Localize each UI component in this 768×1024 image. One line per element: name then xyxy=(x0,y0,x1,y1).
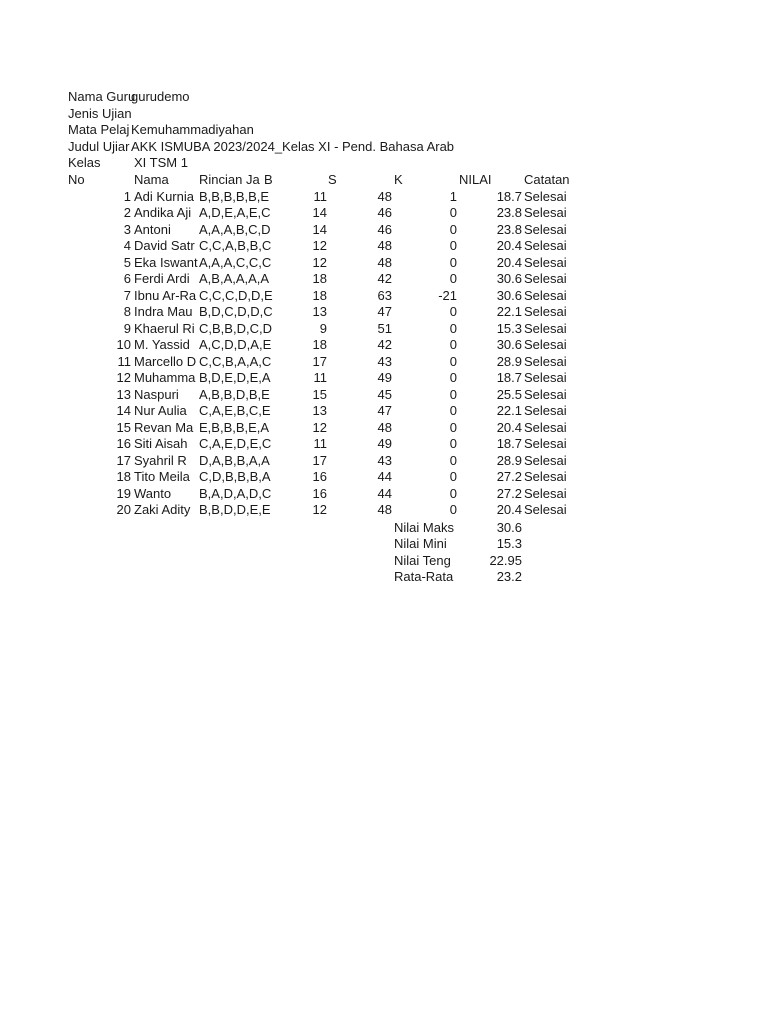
table-row xyxy=(0,189,768,206)
cell-nama: Siti Aisah xyxy=(134,436,188,451)
cell-x: -21 xyxy=(438,287,457,303)
cell-s: 18 xyxy=(312,287,327,303)
cell-catatan: Selesai xyxy=(524,304,567,319)
table-row xyxy=(0,469,768,486)
cell-s: 11 xyxy=(313,436,327,451)
cell-nilai: 30.6 xyxy=(496,271,522,286)
cell-rincian-jawaban: B,B,D,D,E,E xyxy=(199,502,271,517)
cell-nilai: 20.4 xyxy=(496,254,522,270)
cell-catatan: Selesai xyxy=(524,254,567,270)
table-header-row xyxy=(0,172,768,189)
summary-label: Nilai Maks xyxy=(394,519,454,535)
cell-k: 48 xyxy=(377,254,392,270)
kelas-label: Kelas xyxy=(68,155,101,170)
table-row xyxy=(0,420,768,437)
cell-no: 14 xyxy=(116,403,131,418)
cell-catatan: Selesai xyxy=(524,370,567,385)
summary-label: Rata-Rata xyxy=(394,569,454,584)
cell-k: 43 xyxy=(377,353,392,369)
cell-no: 16 xyxy=(116,436,131,451)
cell-no: 17 xyxy=(116,452,131,468)
cell-s: 14 xyxy=(312,205,327,220)
cell-s: 12 xyxy=(312,254,327,270)
cell-k: 45 xyxy=(377,386,392,402)
cell-no: 1 xyxy=(123,188,131,204)
cell-no: 20 xyxy=(116,502,131,517)
header-no: No xyxy=(68,172,85,187)
cell-s: 16 xyxy=(312,485,327,501)
cell-s: 12 xyxy=(312,502,327,517)
cell-catatan: Selesai xyxy=(524,419,567,435)
cell-k: 48 xyxy=(377,502,392,517)
cell-catatan: Selesai xyxy=(524,238,567,253)
summary-row xyxy=(0,569,768,586)
summary-label: Nilai Teng xyxy=(394,552,451,568)
cell-k: 44 xyxy=(377,469,392,484)
cell-catatan: Selesai xyxy=(524,271,567,286)
cell-x: 0 xyxy=(449,304,457,319)
cell-s: 18 xyxy=(312,271,327,286)
cell-nilai: 20.4 xyxy=(496,502,522,517)
cell-x: 0 xyxy=(449,386,457,402)
summary-value: 30.6 xyxy=(496,519,522,535)
cell-no: 3 xyxy=(123,221,131,237)
cell-nilai: 27.2 xyxy=(496,485,522,501)
table-row xyxy=(0,370,768,387)
cell-x: 0 xyxy=(449,452,457,468)
cell-x: 0 xyxy=(449,485,457,501)
cell-x: 0 xyxy=(449,238,457,253)
cell-x: 0 xyxy=(449,370,457,385)
cell-nilai: 22.1 xyxy=(496,304,522,319)
jenis-ujian-label: Jenis Ujian xyxy=(68,106,132,121)
cell-no: 2 xyxy=(123,205,131,220)
cell-x: 0 xyxy=(449,436,457,451)
cell-nilai: 18.7 xyxy=(496,370,522,385)
cell-nilai: 15.3 xyxy=(496,320,522,336)
summary-row xyxy=(0,520,768,537)
cell-catatan: Selesai xyxy=(524,452,567,468)
header-rincian: Rincian Ja xyxy=(199,172,260,187)
cell-nilai: 22.1 xyxy=(496,403,522,418)
cell-nilai: 25.5 xyxy=(496,386,522,402)
cell-nama: David Satr xyxy=(134,238,195,253)
table-row xyxy=(0,453,768,470)
table-row xyxy=(0,222,768,239)
summary-value: 15.3 xyxy=(496,536,522,551)
summary-row xyxy=(0,536,768,553)
header-nilai: NILAI xyxy=(459,172,492,187)
table-row xyxy=(0,304,768,321)
cell-x: 0 xyxy=(449,337,457,352)
table-row xyxy=(0,271,768,288)
nama-guru-label: Nama Guru xyxy=(68,89,136,104)
cell-no: 9 xyxy=(123,320,131,336)
cell-nilai: 28.9 xyxy=(496,353,522,369)
cell-nilai: 23.8 xyxy=(496,221,522,237)
header-s: S xyxy=(328,172,337,187)
nama-guru-value: gurudemo xyxy=(131,89,190,104)
cell-nama: Khaerul Ri xyxy=(134,320,195,336)
cell-nama: Naspuri xyxy=(134,386,179,402)
cell-s: 13 xyxy=(312,304,327,319)
cell-rincian-jawaban: B,D,E,D,E,A xyxy=(199,370,271,385)
mata-pelajaran-value: Kemuhammadiyahan xyxy=(131,122,254,137)
cell-x: 0 xyxy=(449,403,457,418)
header-b: B xyxy=(264,172,273,187)
cell-x: 0 xyxy=(449,502,457,517)
cell-catatan: Selesai xyxy=(524,221,567,237)
table-row xyxy=(0,436,768,453)
table-row xyxy=(0,321,768,338)
cell-k: 49 xyxy=(377,436,392,451)
cell-nama: Nur Aulia xyxy=(134,403,187,418)
cell-no: 8 xyxy=(123,304,131,319)
cell-no: 18 xyxy=(116,469,131,484)
cell-x: 0 xyxy=(449,419,457,435)
cell-no: 6 xyxy=(123,271,131,286)
cell-nama: Tito Meila xyxy=(134,469,190,484)
cell-rincian-jawaban: C,C,A,B,B,C xyxy=(199,238,272,253)
cell-x: 0 xyxy=(449,271,457,286)
cell-x: 0 xyxy=(449,254,457,270)
kelas-value: XI TSM 1 xyxy=(134,155,188,170)
header-nama: Nama xyxy=(134,172,169,187)
cell-x: 1 xyxy=(449,188,457,204)
cell-nilai: 30.6 xyxy=(496,287,522,303)
cell-catatan: Selesai xyxy=(524,469,567,484)
cell-no: 13 xyxy=(116,386,131,402)
cell-k: 42 xyxy=(377,271,392,286)
cell-catatan: Selesai xyxy=(524,320,567,336)
judul-ujian-label: Judul Ujiar xyxy=(68,139,130,154)
cell-nilai: 23.8 xyxy=(496,205,522,220)
cell-no: 4 xyxy=(123,238,131,253)
cell-k: 49 xyxy=(377,370,392,385)
cell-rincian-jawaban: C,A,E,D,E,C xyxy=(199,436,272,451)
header-k: K xyxy=(394,172,403,187)
cell-rincian-jawaban: B,A,D,A,D,C xyxy=(199,485,272,501)
cell-no: 11 xyxy=(117,353,131,369)
table-row xyxy=(0,387,768,404)
cell-catatan: Selesai xyxy=(524,205,567,220)
cell-s: 17 xyxy=(312,353,327,369)
cell-nilai: 28.9 xyxy=(496,452,522,468)
table-row xyxy=(0,238,768,255)
cell-s: 16 xyxy=(312,469,327,484)
mata-pelajaran-label: Mata Pelaj xyxy=(68,122,130,137)
cell-s: 11 xyxy=(313,188,327,204)
cell-nilai: 20.4 xyxy=(496,238,522,253)
cell-s: 17 xyxy=(312,452,327,468)
cell-x: 0 xyxy=(449,353,457,369)
cell-k: 63 xyxy=(377,287,392,303)
cell-k: 44 xyxy=(377,485,392,501)
cell-nilai: 27.2 xyxy=(496,469,522,484)
cell-s: 12 xyxy=(312,419,327,435)
cell-catatan: Selesai xyxy=(524,403,567,418)
cell-no: 15 xyxy=(116,419,131,435)
cell-s: 14 xyxy=(312,221,327,237)
cell-nilai: 18.7 xyxy=(496,436,522,451)
cell-catatan: Selesai xyxy=(524,485,567,501)
cell-k: 51 xyxy=(377,320,392,336)
summary-label: Nilai Mini xyxy=(394,536,447,551)
cell-nama: Wanto xyxy=(134,485,172,501)
table-row xyxy=(0,288,768,305)
cell-s: 9 xyxy=(319,320,327,336)
cell-nama: Andika Aji xyxy=(134,205,192,220)
cell-nama: M. Yassid xyxy=(134,337,190,352)
cell-catatan: Selesai xyxy=(524,287,567,303)
cell-x: 0 xyxy=(449,221,457,237)
cell-rincian-jawaban: C,D,B,B,B,A xyxy=(199,469,271,484)
cell-nilai: 30.6 xyxy=(496,337,522,352)
cell-nama: Zaki Adity xyxy=(134,502,191,517)
cell-k: 48 xyxy=(377,238,392,253)
info-row-jenis-ujian xyxy=(0,106,768,123)
summary-row xyxy=(0,553,768,570)
info-row-kelas xyxy=(0,155,768,172)
cell-no: 10 xyxy=(116,337,131,352)
cell-k: 48 xyxy=(377,419,392,435)
info-row-judul-ujian xyxy=(0,139,768,156)
cell-catatan: Selesai xyxy=(524,386,567,402)
cell-catatan: Selesai xyxy=(524,337,567,352)
cell-rincian-jawaban: A,B,B,D,B,E xyxy=(199,386,270,402)
info-row-nama-guru xyxy=(0,89,768,106)
cell-nama: Muhamma xyxy=(134,370,196,385)
cell-rincian-jawaban: C,B,B,D,C,D xyxy=(199,320,272,336)
cell-rincian-jawaban: A,A,A,C,C,C xyxy=(199,254,272,270)
cell-nama: Ferdi Ardi xyxy=(134,271,190,286)
cell-nilai: 20.4 xyxy=(496,419,522,435)
cell-catatan: Selesai xyxy=(524,353,567,369)
table-row xyxy=(0,486,768,503)
cell-rincian-jawaban: A,D,E,A,E,C xyxy=(199,205,271,220)
cell-s: 11 xyxy=(313,370,327,385)
cell-k: 42 xyxy=(377,337,392,352)
table-row xyxy=(0,205,768,222)
info-row-mata-pelajaran xyxy=(0,122,768,139)
cell-rincian-jawaban: C,A,E,B,C,E xyxy=(199,403,271,418)
cell-x: 0 xyxy=(449,205,457,220)
cell-k: 47 xyxy=(377,304,392,319)
cell-rincian-jawaban: A,C,D,D,A,E xyxy=(199,337,272,352)
cell-rincian-jawaban: C,C,C,D,D,E xyxy=(199,287,273,303)
cell-k: 48 xyxy=(377,188,392,204)
cell-rincian-jawaban: A,A,A,B,C,D xyxy=(199,221,271,237)
cell-k: 43 xyxy=(377,452,392,468)
cell-s: 18 xyxy=(312,337,327,352)
header-catatan: Catatan xyxy=(524,172,570,187)
cell-nama: Indra Mau xyxy=(134,304,193,319)
table-row xyxy=(0,337,768,354)
cell-no: 7 xyxy=(123,287,131,303)
cell-catatan: Selesai xyxy=(524,188,567,204)
cell-no: 5 xyxy=(123,254,131,270)
cell-nama: Adi Kurnia xyxy=(134,188,194,204)
summary-value: 23.2 xyxy=(496,569,522,584)
cell-s: 13 xyxy=(312,403,327,418)
cell-no: 12 xyxy=(116,370,131,385)
cell-nilai: 18.7 xyxy=(496,188,522,204)
cell-nama: Ibnu Ar-Ra xyxy=(134,287,197,303)
cell-rincian-jawaban: E,B,B,B,E,A xyxy=(199,419,270,435)
cell-x: 0 xyxy=(449,320,457,336)
cell-k: 46 xyxy=(377,205,392,220)
cell-nama: Syahril R xyxy=(134,452,187,468)
judul-ujian-value: AKK ISMUBA 2023/2024_Kelas XI - Pend. Bahasa Arab xyxy=(131,139,455,154)
cell-nama: Revan Ma xyxy=(134,419,194,435)
table-row xyxy=(0,255,768,272)
cell-k: 47 xyxy=(377,403,392,418)
table-row xyxy=(0,354,768,371)
summary-value: 22.95 xyxy=(489,552,522,568)
cell-s: 15 xyxy=(312,386,327,402)
cell-nama: Eka Iswant xyxy=(134,254,198,270)
cell-s: 12 xyxy=(312,238,327,253)
cell-no: 19 xyxy=(116,485,131,501)
table-row xyxy=(0,403,768,420)
cell-catatan: Selesai xyxy=(524,436,567,451)
cell-x: 0 xyxy=(449,469,457,484)
table-row xyxy=(0,502,768,519)
cell-rincian-jawaban: A,B,A,A,A,A xyxy=(199,271,270,286)
cell-catatan: Selesai xyxy=(524,502,567,517)
cell-rincian-jawaban: C,C,B,A,A,C xyxy=(199,353,272,369)
cell-nama: Antoni xyxy=(134,221,171,237)
cell-nama: Marcello D xyxy=(134,353,197,369)
cell-rincian-jawaban: B,D,C,D,D,C xyxy=(199,304,273,319)
cell-rincian-jawaban: D,A,B,B,A,A xyxy=(199,452,270,468)
cell-rincian-jawaban: B,B,B,B,B,E xyxy=(199,188,270,204)
cell-k: 46 xyxy=(377,221,392,237)
